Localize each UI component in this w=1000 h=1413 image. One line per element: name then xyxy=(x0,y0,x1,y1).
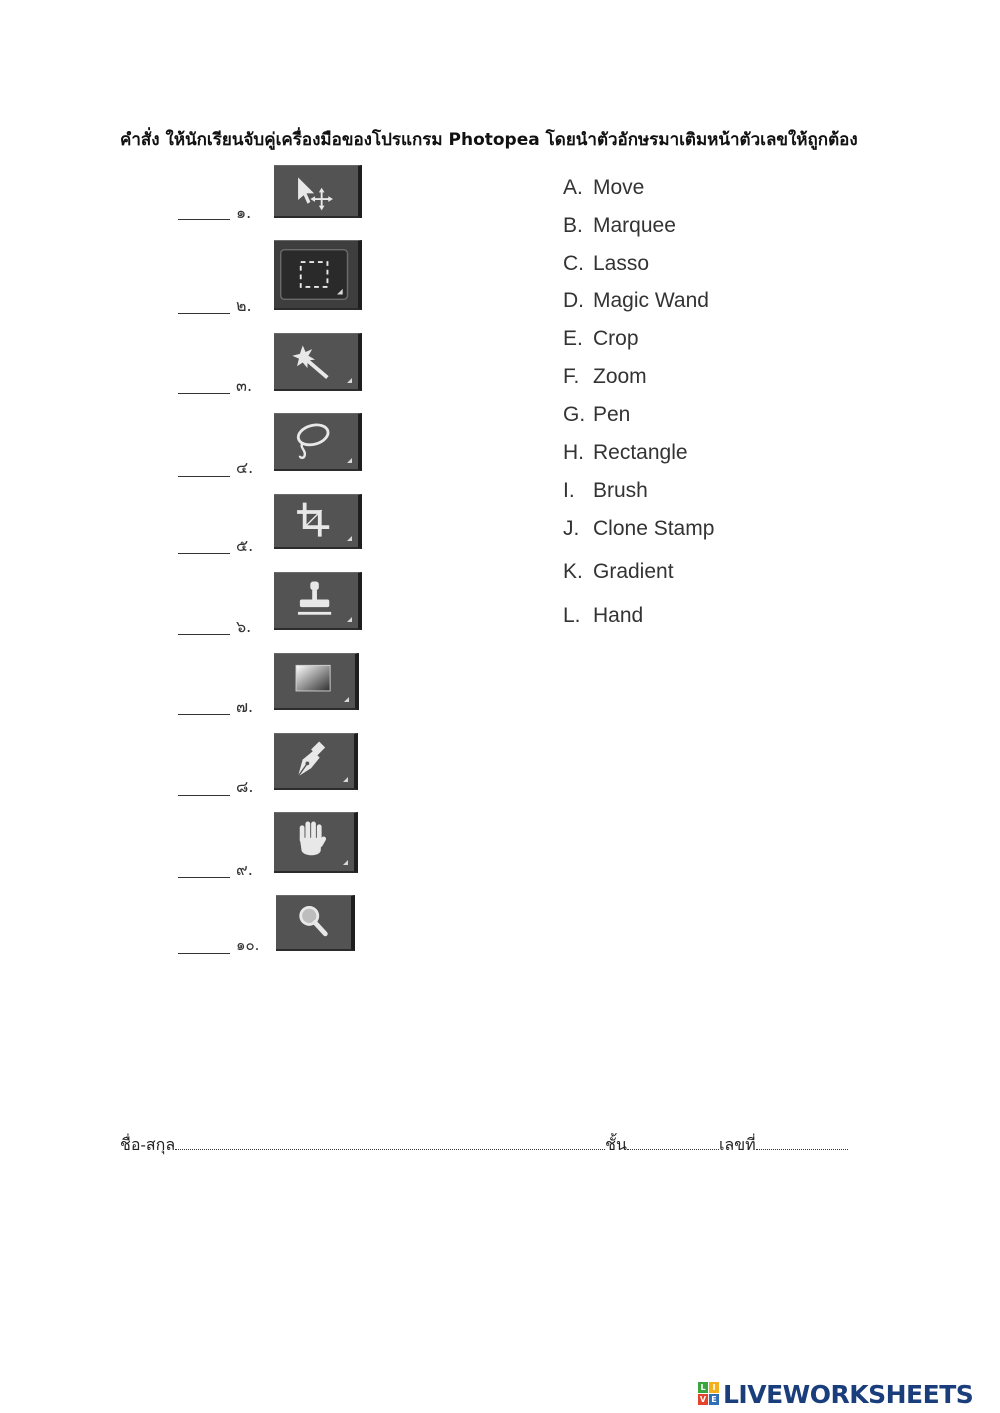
class-label: ชั้น xyxy=(605,1135,627,1154)
logo-mark-icon xyxy=(698,1382,720,1406)
class-field[interactable] xyxy=(627,1135,719,1150)
question-row xyxy=(0,895,500,965)
option-c: C. Lasso xyxy=(563,252,650,275)
question-row xyxy=(0,733,500,803)
magic-wand-tool-icon xyxy=(274,333,362,391)
clone-stamp-tool-icon xyxy=(274,572,362,630)
question-row xyxy=(0,333,500,403)
logo-mark-letter: I xyxy=(709,1382,719,1393)
answer-blank[interactable] xyxy=(178,714,230,715)
question-number: ๕. xyxy=(236,536,254,555)
gradient-tool-icon xyxy=(274,653,359,710)
number-field[interactable] xyxy=(756,1135,848,1150)
question-row xyxy=(0,165,500,235)
move-tool-icon xyxy=(274,165,362,218)
option-a: A. Move xyxy=(563,176,645,199)
answer-blank[interactable] xyxy=(178,953,230,954)
option-h: H. Rectangle xyxy=(563,441,688,464)
name-label: ชื่อ-สกุล xyxy=(120,1135,176,1154)
question-row xyxy=(0,812,500,882)
answer-blank[interactable] xyxy=(178,476,230,477)
question-number: ๙. xyxy=(236,860,253,879)
question-number: ๗. xyxy=(236,697,254,716)
lasso-tool-icon xyxy=(274,413,362,471)
question-row xyxy=(0,240,500,315)
question-row xyxy=(0,413,500,483)
answer-blank[interactable] xyxy=(178,634,230,635)
question-number: ๓. xyxy=(236,376,253,395)
option-f: F. Zoom xyxy=(563,365,647,388)
liveworksheets-logo xyxy=(698,1379,973,1409)
option-d: D. Magic Wand xyxy=(563,289,709,312)
logo-mark-letter: L xyxy=(698,1382,708,1393)
question-row xyxy=(0,653,500,723)
crop-tool-icon xyxy=(274,494,362,549)
logo-mark-letter: V xyxy=(699,1395,707,1404)
logo-text: LIVEWORKSHEETS xyxy=(723,1379,974,1409)
option-k: K. Gradient xyxy=(563,560,674,583)
question-number: ๔. xyxy=(236,458,254,477)
student-info-line xyxy=(120,1133,880,1158)
marquee-tool-icon xyxy=(274,240,362,310)
question-number: ๑๐. xyxy=(236,936,260,954)
answer-blank[interactable] xyxy=(178,877,230,878)
logo-mark-letter: E xyxy=(709,1394,719,1405)
option-b: B. Marquee xyxy=(563,214,676,237)
question-row xyxy=(0,572,500,642)
name-field[interactable] xyxy=(175,1135,605,1150)
hand-tool-icon xyxy=(274,812,358,873)
instruction-text: คำสั่ง ให้นักเรียนจับคู่เครื่องมือของโปรแกรม Photopea โดยนำตัวอักษรมาเติมหน้าตัวเลขให้ถูกต้อง xyxy=(120,130,858,150)
question-number: ๘. xyxy=(236,777,254,796)
option-e: E. Crop xyxy=(563,327,639,350)
answer-blank[interactable] xyxy=(178,795,230,796)
answer-blank[interactable] xyxy=(178,553,230,554)
option-l: L. Hand xyxy=(563,604,644,627)
question-number: ๒. xyxy=(236,296,252,315)
zoom-tool-icon xyxy=(276,895,355,951)
pen-tool-icon xyxy=(274,733,358,790)
number-label: เลขที่ xyxy=(718,1135,756,1154)
answer-blank[interactable] xyxy=(178,219,230,220)
option-i: I. Brush xyxy=(563,479,648,502)
answer-blank[interactable] xyxy=(178,313,230,314)
question-number: ๑. xyxy=(236,203,252,222)
option-j: J. Clone Stamp xyxy=(563,517,715,540)
option-g: G. Pen xyxy=(563,403,631,426)
question-row xyxy=(0,494,500,564)
answer-blank[interactable] xyxy=(178,393,230,394)
question-number: ๖. xyxy=(236,617,252,636)
